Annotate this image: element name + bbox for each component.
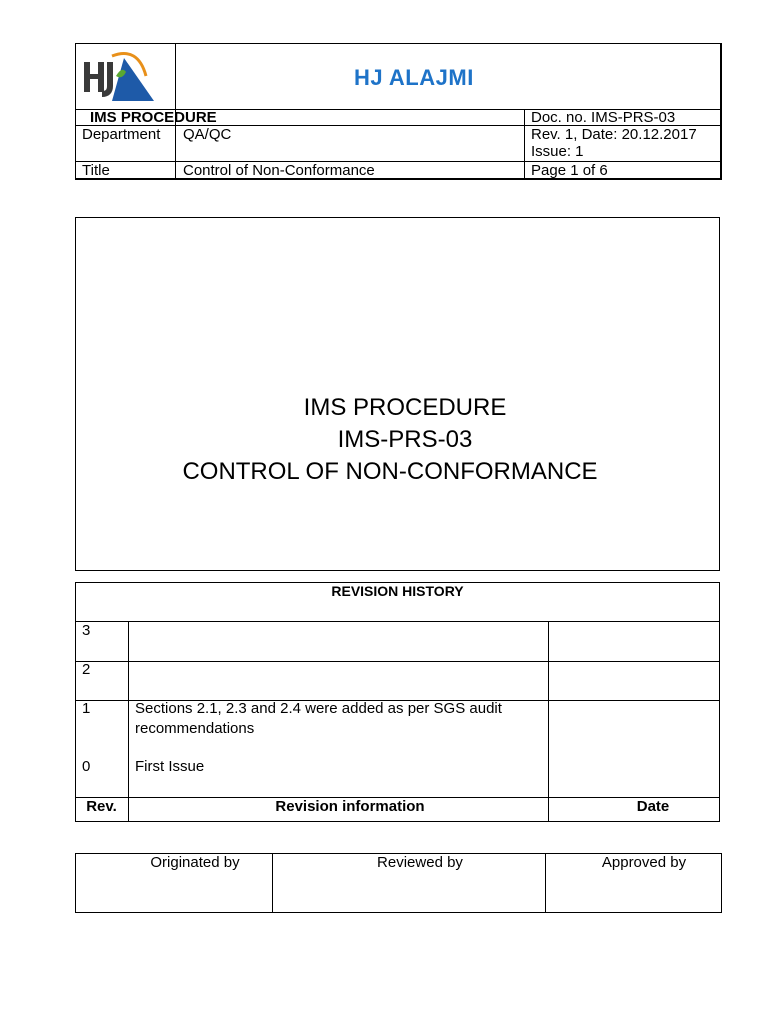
revision-divider (75, 621, 720, 622)
header-divider (75, 161, 722, 162)
cover-title-line2: IMS-PRS-03 (337, 426, 473, 453)
revision-rev: 3 (82, 622, 91, 639)
department-value: QA/QC (183, 126, 232, 143)
revision-info: Sections 2.1, 2.3 and 2.4 were added as per SGS audit (135, 700, 502, 717)
page-number: Page 1 of 6 (531, 162, 608, 179)
cover-title-line3: CONTROL OF NON-CONFORMANCE (182, 458, 598, 485)
revision-rev: 2 (82, 661, 91, 678)
doc-number: Doc. no. IMS-PRS-03 (531, 109, 676, 126)
title-label: Title (82, 162, 110, 179)
revision-date: Rev. 1, Date: 20.12.2017 (531, 126, 697, 143)
header-divider (524, 109, 525, 180)
approved-by-label: Approved by (601, 854, 687, 871)
column-header-rev: Rev. (86, 798, 117, 815)
company-name: HJ ALAJMI (354, 65, 474, 90)
signoff-divider (545, 853, 546, 913)
column-header-date: Date (636, 798, 670, 815)
title-value: Control of Non-Conformance (183, 162, 375, 179)
revision-divider (128, 621, 129, 822)
company-logo (82, 46, 156, 104)
issue-number: Issue: 1 (531, 143, 584, 160)
procedure-label: IMS PROCEDURE (90, 109, 217, 126)
column-header-info: Revision information (275, 798, 425, 815)
revision-divider (75, 661, 720, 662)
reviewed-by-label: Reviewed by (377, 854, 463, 871)
revision-rev: 1 (82, 700, 91, 717)
originated-by-label: Originated by (150, 854, 240, 871)
revision-divider (548, 621, 549, 822)
department-label: Department (82, 126, 161, 143)
revision-rev: 0 (82, 758, 91, 775)
revision-info-continued: recommendations (135, 720, 255, 737)
revision-info: First Issue (135, 758, 205, 775)
revision-heading: REVISION HISTORY (331, 583, 464, 599)
cover-title-line1: IMS PROCEDURE (303, 394, 507, 421)
